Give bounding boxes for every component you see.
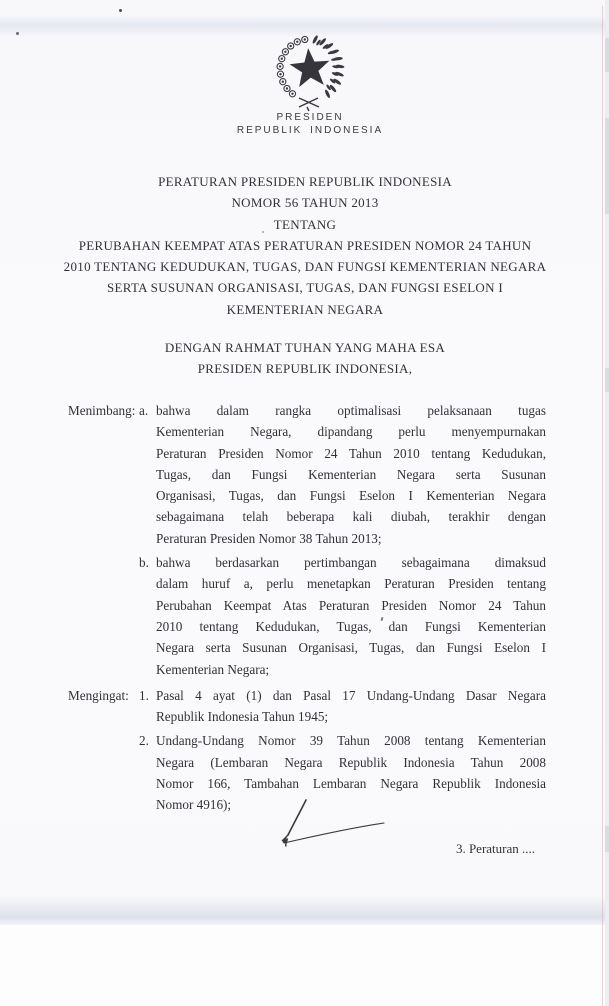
- crossed-stems: [299, 98, 319, 111]
- scan-edge-line: [602, 6, 603, 1006]
- item-marker: 1.: [139, 687, 149, 703]
- text-line: Negara serta Susunan Organisasi, Tugas, dan Fungsi Eselon I: [156, 640, 546, 656]
- text-line: Kementerian Negara;: [156, 661, 270, 677]
- menimbang-label: Menimbang:: [68, 403, 136, 418]
- text-line: PERATURAN PRESIDEN REPUBLIK INDONESIA: [158, 174, 452, 189]
- menimbang-item-b: [139, 552, 546, 680]
- text-line: Organisasi, Tugas, dan Fungsi Eselon I Kementerian Negara: [156, 488, 546, 504]
- mengingat-section: [68, 685, 546, 816]
- scan-edge-notch: [605, 368, 609, 392]
- text-line: bahwa dalam rangka optimalisasi pelaksanaan tugas: [156, 403, 546, 418]
- text-line: sebagaimana telah beberapa kali diubah, terakhir dengan: [156, 509, 546, 525]
- text-line: NOMOR 56 TAHUN 2013: [231, 195, 379, 211]
- handwritten-paraf-icon: [272, 799, 387, 851]
- text-line: 2010 TENTANG KEDUDUKAN, TUGAS, DAN FUNGSI KEMENTERIAN NEGARA: [63, 259, 547, 275]
- scan-speck: [16, 32, 19, 35]
- mengingat-label: Mengingat:: [68, 687, 129, 703]
- text-line: Kementerian Negara, dipandang perlu menyempurnakan: [156, 424, 546, 440]
- text-line: PRESIDEN REPUBLIK INDONESIA,: [197, 361, 413, 377]
- letterhead-presiden: PRESIDEN: [276, 112, 344, 123]
- scan-bottom-margin: [0, 925, 609, 1006]
- scan-band-bottom: [0, 897, 609, 925]
- scan-speck: [119, 9, 122, 12]
- preamble-invocation: [54, 337, 556, 380]
- item-marker: 2.: [139, 733, 149, 749]
- item-marker: a.: [139, 403, 149, 418]
- text-line: Pasal 4 ayat (1) dan Pasal 17 Undang-Undang Dasar Negara: [156, 687, 546, 703]
- star-icon: [288, 46, 331, 87]
- mengingat-item-1: [139, 685, 546, 728]
- text-line: Peraturan Presiden Nomor 38 Tahun 2013;: [156, 530, 382, 546]
- scan-edge-notch: [605, 118, 609, 214]
- item-text: [156, 552, 546, 680]
- text-line: KEMENTERIAN NEGARA: [226, 301, 384, 317]
- item-text: [156, 685, 546, 728]
- catchword-next-page: 3. Peraturan ....: [455, 841, 535, 856]
- text-line: Nomor 166, Tambahan Lembaran Negara Republik Indonesia: [156, 776, 546, 792]
- item-marker: b.: [139, 555, 149, 571]
- text-line: Undang-Undang Nomor 39 Tahun 2008 tentang Kementerian: [156, 733, 546, 749]
- text-line: Perubahan Keempat Atas Peraturan Presiden Nomor 24 Tahun: [156, 597, 546, 613]
- item-text: [156, 400, 546, 549]
- document-body: [68, 400, 546, 821]
- text-line: 2010 tentang Kedudukan, Tugas, dan Fungsi Kementerian: [156, 618, 546, 634]
- text-line: dalam huruf a, perlu menetapkan Peraturan Presiden tentang: [156, 576, 546, 592]
- text-line: Peraturan Presiden Nomor 24 Tahun 2010 tentang Kedudukan,: [156, 445, 546, 461]
- text-line: Republik Indonesia Tahun 1945;: [156, 709, 329, 725]
- text-line: DENGAN RAHMAT TUHAN YANG MAHA ESA: [164, 340, 446, 355]
- text-line: bahwa berdasarkan pertimbangan sebagaimana dimaksud: [156, 555, 546, 571]
- text-line: Negara (Lembaran Negara Republik Indonesia Tahun 2008: [156, 754, 546, 770]
- text-line: SERTA SUSUNAN ORGANISASI, TUGAS, DAN FUNGSI ESELON I: [107, 280, 503, 296]
- text-line: Tugas, dan Fungsi Kementerian Negara serta Susunan: [156, 466, 546, 482]
- letterhead-republik-indonesia: REPUBLIK INDONESIA: [236, 124, 384, 136]
- letterhead: [155, 112, 465, 137]
- text-line: Nomor 4916);: [156, 797, 232, 813]
- document-title: [54, 171, 556, 320]
- presidential-emblem: [261, 32, 359, 114]
- paraf-signature-mark: [272, 799, 387, 851]
- scan-edge-notch: [605, 826, 609, 852]
- menimbang-section: [68, 400, 546, 680]
- star-wreath-icon: [261, 32, 359, 114]
- scan-edge-notch: [605, 38, 609, 72]
- menimbang-item-a: [139, 400, 546, 549]
- text-line: PERUBAHAN KEEMPAT ATAS PERATURAN PRESIDEN NOMOR 24 TAHUN: [78, 237, 532, 253]
- text-line: TENTANG: [273, 216, 337, 232]
